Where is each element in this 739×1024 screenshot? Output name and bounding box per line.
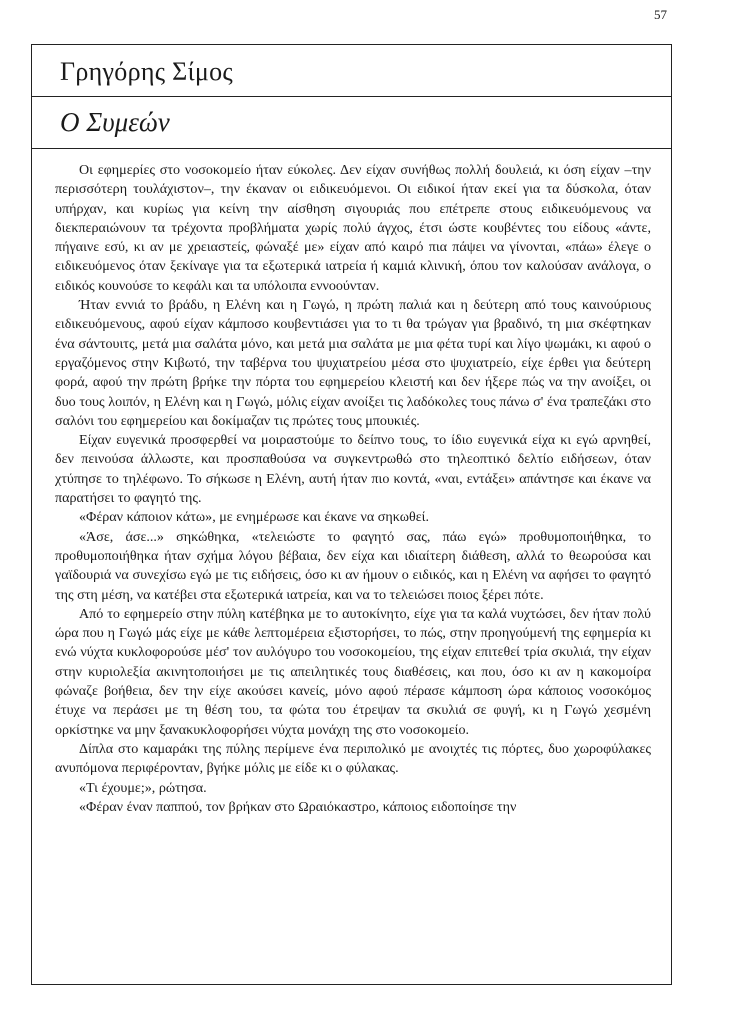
paragraph: Είχαν ευγενικά προσφερθεί να μοιραστούμε το δείπνο τους, το ίδιο ευγενικά είχα κι εγώ αρνηθεί, δεν πεινούσα άλλωστε, και προσπαθούσα να συγκεντρωθώ στο τηλεοπτικό δελτίο ειδήσεων, όταν χτύπησε το τηλέφωνο. Το σήκωσε η Ελένη, αυτή ήταν πιο κοντά, «ναι, εντάξει» απάντησε και έκανε να παρατήσει το φαγητό της.: [55, 432, 651, 507]
story-title: Ο Συμεών: [32, 97, 671, 149]
paragraph: «Τι έχουμε;», ρώτησα.: [79, 779, 207, 796]
paragraph: Ήταν εννιά το βράδυ, η Ελένη και η Γωγώ, η πρώτη παλιά και η δεύτερη από τους καινούριους ειδικευόμενους, αφού είχαν κάμποσο κουβεντιάσει για το τι θα τρώγαν για βραδινό, τη μια σκέφτηκαν ένα σάντουιτς, μετά μια σαλάτα μόνο, και μετά μια σαλάτα με μια φέτα τυρί και λίγο ψωμάκι, κι αφού ο εργαζόμενος στην Κιβωτό, την ταβέρνα του ψυχιατρείου μέσα στο ψυχιατρείο, είχε έρθει για δεύτερη φορά, αφού την πρώτη βρήκε την πόρτα του εφημερείου κλειστή και δεν ήξερε πώς να την ανοίξει, οι δυο τους λοιπόν, η Ελένη και η Γωγώ, μόλις είχαν ανοίξει τις λαδόκολες τους πάνω σ' ένα τραπεζάκι στο σαλόνι του εφημερείου και δοκίμαζαν τις πρώτες τους μπουκιές.: [55, 297, 651, 429]
paragraph: «Φέραν έναν παππού, τον βρήκαν στο Ωραιόκαστρο, κάποιος ειδοποίησε την: [79, 798, 517, 815]
paragraph: «Άσε, άσε...» σηκώθηκα, «τελειώστε το φαγητό σας, πάω εγώ» προθυμοποιήθηκα, το προθυμοποιήθηκα ήταν σχήμα λόγου βέβαια, δεν είχα και ιδιαίτερη διάθεση, αλλά το θεωρούσα και γαϊδουριά να συνεχίσω εγώ με τις ειδήσεις, όσο κι αν ήμουν ο ειδικός, και η Ελένη να αφήσει το φαγητό της στη μέση, να κατέβει στα εξωτερικά ιατρεία, και να το τελειώσει ποιος ξέρει πότε.: [55, 528, 651, 603]
author-name: Γρηγόρης Σίμος: [32, 45, 671, 97]
paragraph: Οι εφημερίες στο νοσοκομείο ήταν εύκολες. Δεν είχαν συνήθως πολλή δουλειά, κι όση είχαν –την περισσότερη τουλάχιστον–, την έκαναν οι ειδικευόμενοι. Οι ειδικοί ήταν εκεί για τα δύσκολα, όταν υπήρχαν, και κυρίως για κείνη την αίσθηση σιγουριάς που επέτρεπε στους ειδικευόμενους να διεκπεραιώνουν τα τρέχοντα προβλήματα χωρίς πολύ άγχος, έτσι ώστε κουβέντες του είδους «άντε, πήγαινε εσύ, κι αν με χρειαστείς, φώναξέ με» είχαν από καιρό πια πάψει να γίνονται, «πάω» έλεγε ο ειδικευόμενος όταν ξεκίναγε για τα εξωτερικά ιατρεία ή καμιά κλινική, όπου τον καλούσαν ανάλογα, ο ειδικός κουνούσε το κεφάλι και τα υπόλοιπα εννοούνταν.: [55, 162, 651, 294]
paragraph: «Φέραν κάποιον κάτω», με ενημέρωσε και έκανε να σηκωθεί.: [79, 509, 429, 526]
paragraph: Δίπλα στο καμαράκι της πύλης περίμενε ένα περιπολικό με ανοιχτές τις πόρτες, δυο χωροφύλακες ανυπόμονα περιφέρονταν, βγήκε μόλις με είδε κι ο φύλακας.: [55, 740, 651, 777]
story-body: [55, 161, 651, 817]
paragraph: Από το εφημερείο στην πύλη κατέβηκα με το αυτοκίνητο, είχε για τα καλά νυχτώσει, δεν ήταν πολύ ώρα που η Γωγώ μάς είχε με κάθε λεπτομέρεια εξιστορήσει, το πώς, στην προηγούμενή της εφημερία κι ενώ νύχτα κυκλοφορούσε μέσ' τον αυλόγυρο του νοσοκομείου, της είχαν επιτεθεί τρία σκυλιά, την είχαν στην κυριολεξία ακινητοποιήσει με τις απειλητικές τους διαθέσεις, και που, όσο κι αν η κακομοίρα φώναζε βοήθεια, δεν την είχε ακούσει κανείς, μόνο αφού πέρασε κάμποση ώρα κάποιος νοσοκόμος έτυχε να περάσει με τη θέση του, τα φώτα του έτρεψαν τα σκυλιά σε φυγή, κι η Γωγώ χεσμένη ορκίστηκε να μην ξανακυκλοφορήσει νύχτα μονάχη της στο νοσοκομείο.: [55, 605, 651, 738]
page-number: 57: [654, 7, 667, 22]
